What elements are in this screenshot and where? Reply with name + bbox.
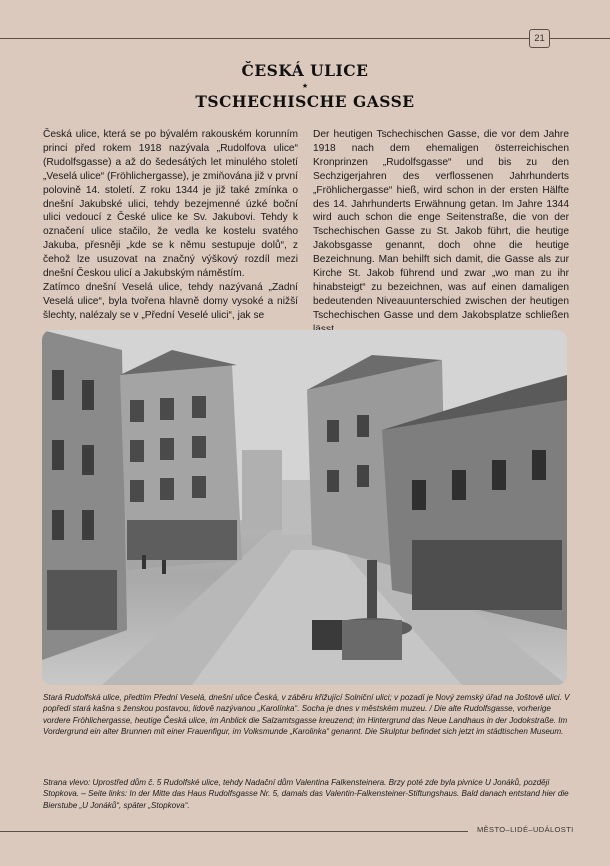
paragraph: Česká ulice, která se po bývalém rakouském korunním princi před rokem 1918 nazývala „Rudolfova ulice“ (Rudolfsgasse) a až do šedesátých let minulého století „Veselá ulice“ (Fröhlichergasse), je zmiňována již v první polovině 14. století. Z roku 1344 je již také zmínka o dnešní Jakubské ulici, tehdy bezejmenné úzké boční ulici vedoucí z České ulice ke Sv. Jakubovi. Tehdy k označení ulice stačilo, že vedla ke kostelu svatého Jakuba, přesněji „kde se k němu sestupuje dolů“, z čehož lze usuzovat na značný výškový rozdíl mezi dnešní Českou ulicí a Jakubským náměstím. (43, 129, 298, 280)
photo-caption: Stará Rudolfská ulice, předtím Přední Veselá, dnešní ulice Česká, v záběru křižující Solniční ulici; v pozadí je Nový zemský úřad na Joštově ulici. V popředí stará kašna s ženskou postavou, lidově nazývanou „Karolínka“. Socha je dnes v městském muzeu. / Die alte Rudolfsgasse, vorherige vordere Fröhlichergasse, heutige Česká ulice, im Anblick die Salzamtsgasse kreuzend; im Hintergrund das Neue Landhaus in der Jodokstraße. Im Vordergrund ein alter Brunnen mit einer Frauenfigur, im Volksmunde „Karolinka“ genannt. Die Skulptur befindet sich jetzt im städtischen Museum. (43, 693, 570, 737)
title-czech: ČESKÁ ULICE (241, 61, 369, 80)
text-column-german (313, 128, 569, 337)
paragraph: Der heutigen Tschechischen Gasse, die vor dem Jahre 1918 nach dem ehemaligen österreichischen Kronprinzen „Rudolfsgasse“ und bis zu den Sechzigerjahren des verflossenen Jahrhunderts „Fröhlichergasse“ hieß, wird schon in der ersten Hälfte des 14. Jahrhunderts Erwähnung getan. Im Jahre 1344 wird auch schon die enge Seitenstraße, die von der Tschechischen Gasse zu St. Jakob führt, die heutige Jakobsgasse genannt, doch ohne die heutige Bezeichnung. Man behilft sich damit, die Gasse als zur Kirche St. Jakob führend und zwar „wo man zu ihr hinabsteigt“ zu bezeichnen, was auf einen damaligen bedeutenden Niveauunterschied zwischen der heutigen Tschechischen Gasse und dem Jakobsplatze schließen (313, 129, 569, 321)
page-number: 21 (529, 29, 550, 48)
footer-section-label: MĚSTO–LIDÉ–UDÁLOSTI (477, 825, 574, 834)
top-rule (0, 38, 610, 39)
footer-rule (0, 831, 468, 832)
historic-street-photo (42, 330, 567, 685)
side-note-caption: Strana vlevo: Uprostřed dům č. 5 Rudolfské ulice, tehdy Nadační dům Valentina Falkensteinera. Brzy poté zde byla pivnice U Jonáků, později Stopkova. – Seite links: In der Mitte das Haus Rudolfsgasse Nr. 5, damals das Valentin-Falkensteiner-Stiftungshaus. Bald danach entstand hier die Bierstube „U Jonáků“, später „Stopkova“. (43, 778, 569, 810)
text-column-czech (43, 128, 298, 323)
title-german: TSCHECHISCHE GASSE (195, 92, 415, 111)
star-separator-icon: ★ (301, 83, 309, 90)
paragraph: Zatímco dnešní Veselá ulice, tehdy nazývaná „Zadní Veselá ulice“, byla tvořena hlavně domy vysoké a nižší šlechty, nalézaly se v „Přední Veselé ulici“, jak se (43, 281, 298, 321)
